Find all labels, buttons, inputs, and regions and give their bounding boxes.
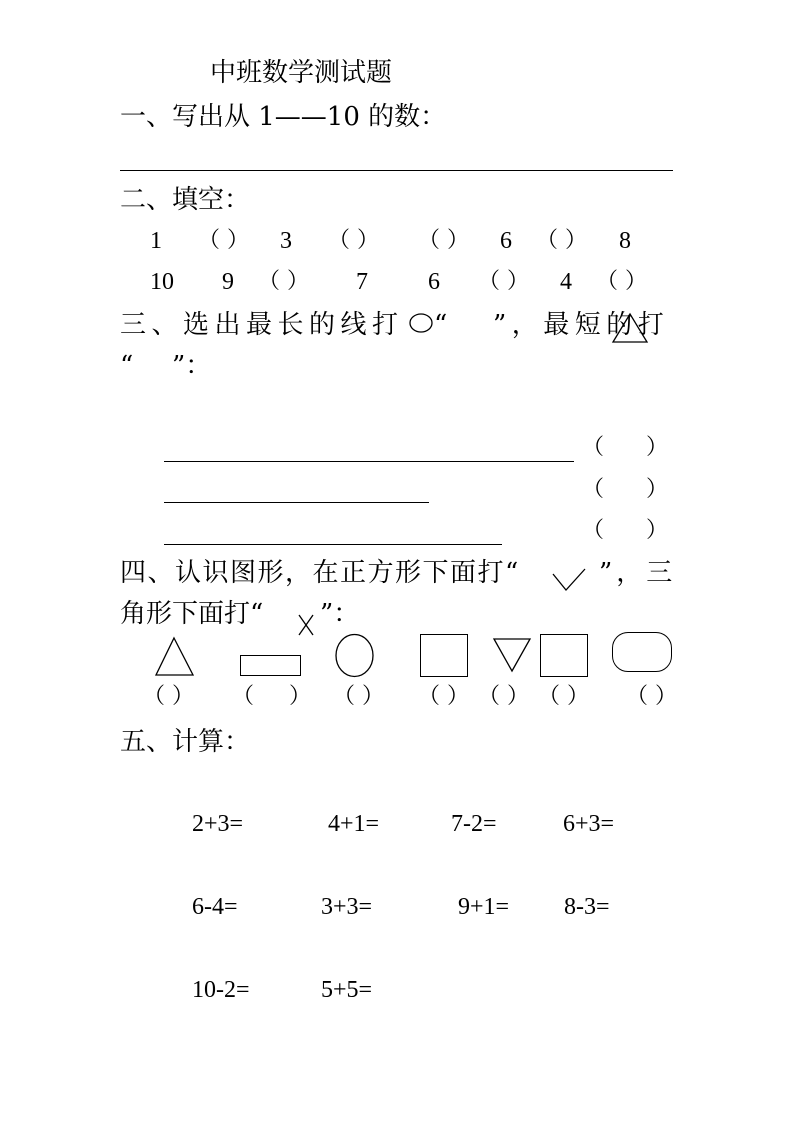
calc-problem: 10-2= xyxy=(192,977,250,1003)
q4-shape-blank[interactable]: （ ） xyxy=(626,684,677,709)
q4-heading-line2: 角形下面打“ xyxy=(120,599,264,629)
page-title: 中班数学测试题 xyxy=(210,58,393,88)
line-option-longest xyxy=(164,461,574,462)
q1-heading: 一、写出从 1——10 的数： xyxy=(120,102,447,132)
q4-shape-blank[interactable]: （ ） xyxy=(333,684,384,709)
calc-problem: 5+5= xyxy=(321,977,373,1003)
q2-row2-blank[interactable]: （ ） xyxy=(478,269,529,294)
q4-shape-blank[interactable]: （ ） xyxy=(418,684,469,709)
q2-row2-item: 4 xyxy=(560,269,572,295)
q3-heading-line1: 三、选出最长的线打 xyxy=(120,310,404,340)
line-option-short xyxy=(164,502,429,503)
square-shape xyxy=(540,634,588,677)
q2-row1-blank[interactable]: （ ） xyxy=(536,228,587,253)
calc-problem: 9+1= xyxy=(458,894,510,920)
calc-problem: 6+3= xyxy=(563,811,615,837)
triangle-shape xyxy=(155,637,195,677)
q2-row2-blank[interactable]: （ ） xyxy=(258,269,309,294)
q3-heading-line2-close: ”： xyxy=(172,351,212,381)
q3-blank-close[interactable]: ） xyxy=(646,518,669,543)
q2-row2-item: 10 xyxy=(150,269,174,295)
q3-blank-open[interactable]: （ xyxy=(582,518,605,543)
q4-shape-blank[interactable]: （ ） xyxy=(478,684,529,709)
q5-heading: 五、计算： xyxy=(120,727,251,757)
q4-shape-blank[interactable]: （ ） xyxy=(538,684,589,709)
q2-row2-item: 7 xyxy=(356,269,368,295)
q3-blank-close[interactable]: ） xyxy=(646,477,669,502)
q3-blank-open[interactable]: （ xyxy=(582,435,605,460)
q2-row1-item: 6 xyxy=(500,228,512,254)
q1-answer-line[interactable] xyxy=(120,170,673,171)
q2-row1-item: 8 xyxy=(619,228,631,254)
q4-heading-line1: 四、认识图形，在正方形下面打“ xyxy=(120,558,520,588)
q3-heading-line2-open: “ xyxy=(120,351,134,381)
calc-problem: 3+3= xyxy=(321,894,373,920)
q2-row1-blank[interactable]: （ ） xyxy=(328,228,379,253)
q4-shape-blank[interactable]: （ ） xyxy=(143,684,194,709)
q2-row1-item: 1 xyxy=(150,228,162,254)
checkmark-icon xyxy=(552,568,586,592)
rounded-rectangle-shape xyxy=(612,632,672,672)
q4-heading-line1-end: ”，三 xyxy=(599,558,677,588)
line-option-medium xyxy=(164,544,502,545)
q4-shape-blank[interactable]: （ ） xyxy=(232,684,325,709)
calc-problem: 6-4= xyxy=(192,894,238,920)
calc-problem: 7-2= xyxy=(451,811,497,837)
q2-row2-blank[interactable]: （ ） xyxy=(596,269,647,294)
q2-heading: 二、填空： xyxy=(120,185,251,215)
q4-heading-line2-end: ”： xyxy=(320,599,360,629)
q3-blank-open[interactable]: （ xyxy=(582,477,605,502)
calc-problem: 8-3= xyxy=(564,894,610,920)
q2-row1-blank[interactable]: （ ） xyxy=(198,228,249,253)
q3-heading-line1-end: ”，最短的打 xyxy=(493,310,670,340)
calc-problem: 4+1= xyxy=(328,811,380,837)
q2-row1-item: 3 xyxy=(280,228,292,254)
triangle-icon xyxy=(612,313,648,343)
q2-row1-blank[interactable]: （ ） xyxy=(418,228,469,253)
circle-icon xyxy=(409,313,433,333)
ellipse-shape xyxy=(335,634,375,678)
q2-row2-item: 9 xyxy=(222,269,234,295)
rectangle-shape xyxy=(240,655,301,676)
q3-blank-close[interactable]: ） xyxy=(646,435,669,460)
q3-quote-open: “ xyxy=(434,310,448,340)
square-shape xyxy=(420,634,468,677)
q2-row2-item: 6 xyxy=(428,269,440,295)
cross-icon xyxy=(298,614,314,636)
inverted-triangle-shape xyxy=(493,638,531,672)
calc-problem: 2+3= xyxy=(192,811,244,837)
